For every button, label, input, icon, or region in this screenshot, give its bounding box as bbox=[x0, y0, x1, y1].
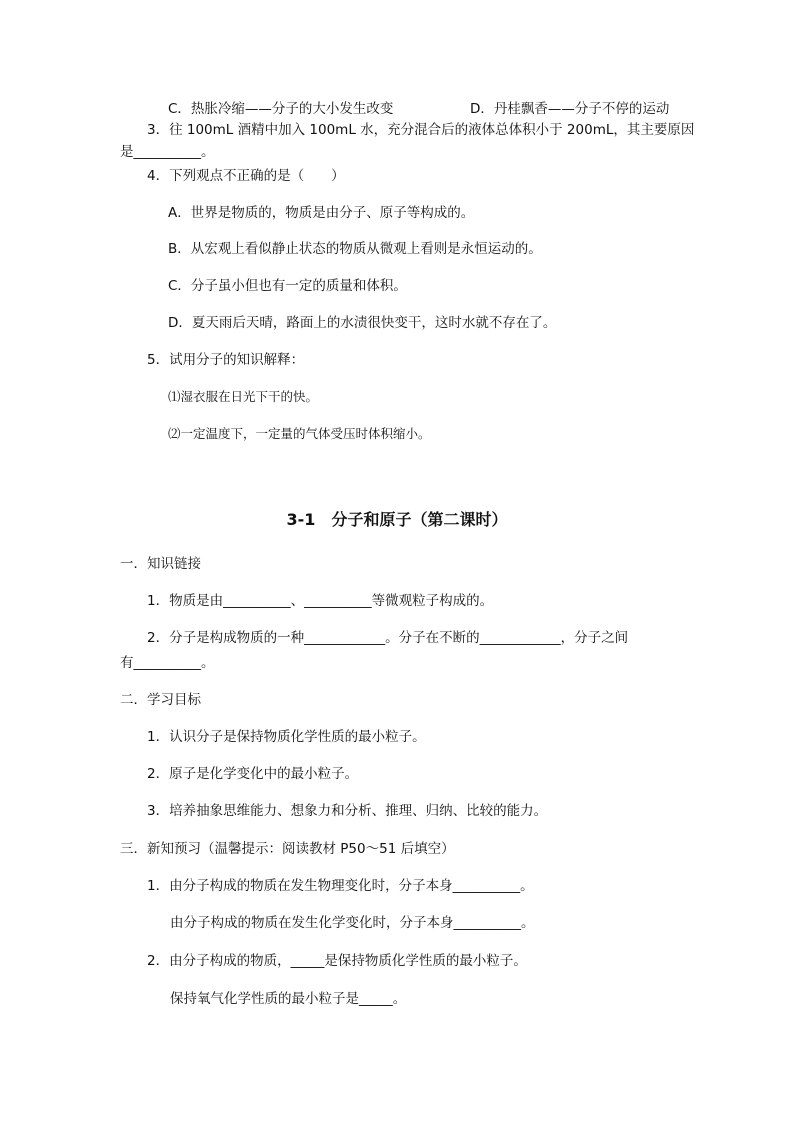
section-2-heading: 二．学习目标 bbox=[120, 692, 201, 708]
section-3-item-2-line1: 2．由分子构成的物质，_____是保持物质化学性质的最小粒子。 bbox=[147, 953, 527, 969]
lesson-title: 3-1 分子和原子（第二课时） bbox=[286, 510, 508, 529]
section-2-item-3: 3．培养抽象思维能力、想象力和分析、推理、归纳、比较的能力。 bbox=[147, 803, 548, 819]
question-4: 4．下列观点不正确的是（ ） bbox=[147, 168, 345, 184]
section-1-item-2-line2: 有__________。 bbox=[120, 655, 215, 671]
section-3-item-2-line2: 保持氧气化学性质的最小粒子是_____。 bbox=[170, 991, 407, 1007]
section-1-heading: 一．知识链接 bbox=[120, 556, 201, 572]
section-1-item-1: 1．物质是由__________、__________等微观粒子构成的。 bbox=[147, 593, 494, 609]
question-4-option-d: D．夏天雨后天晴，路面上的水渍很快变干，这时水就不存在了。 bbox=[168, 315, 557, 331]
question-5-part2: ⑵一定温度下，一定量的气体受压时体积缩小。 bbox=[168, 426, 431, 441]
question-4-option-b: B．从宏观上看似静止状态的物质从微观上看则是永恒运动的。 bbox=[168, 241, 542, 257]
question-5-part1: ⑴湿衣服在日光下干的快。 bbox=[168, 389, 319, 404]
question-5: 5．试用分子的知识解释： bbox=[147, 352, 305, 368]
option-d: D．丹桂飘香——分子不停的运动 bbox=[470, 101, 670, 117]
question-3-line2: 是__________。 bbox=[120, 144, 215, 160]
section-3-item-1-line2: 由分子构成的物质在发生化学变化时，分子本身__________。 bbox=[170, 915, 535, 931]
question-4-option-c: C．分子虽小但也有一定的质量和体积。 bbox=[168, 278, 407, 294]
section-3-item-1-line1: 1．由分子构成的物质在发生物理变化时，分子本身__________。 bbox=[147, 878, 534, 894]
question-4-option-a: A．世界是物质的，物质是由分子、原子等构成的。 bbox=[168, 205, 475, 221]
question-3-line1: 3．往 100mL 酒精中加入 100mL 水，充分混合后的液体总体积小于 200mL，其主要原因 bbox=[147, 122, 695, 138]
section-2-item-1: 1．认识分子是保持物质化学性质的最小粒子。 bbox=[147, 729, 426, 745]
option-c: C．热胀冷缩——分子的大小发生改变 bbox=[168, 101, 394, 117]
section-1-item-2-line1: 2．分子是构成物质的一种____________。分子在不断的____________，分子之间 bbox=[147, 630, 629, 646]
section-2-item-2: 2．原子是化学变化中的最小粒子。 bbox=[147, 766, 359, 782]
section-3-heading: 三．新知预习（温馨提示：阅读教材 P50～51 后填空） bbox=[120, 841, 455, 857]
